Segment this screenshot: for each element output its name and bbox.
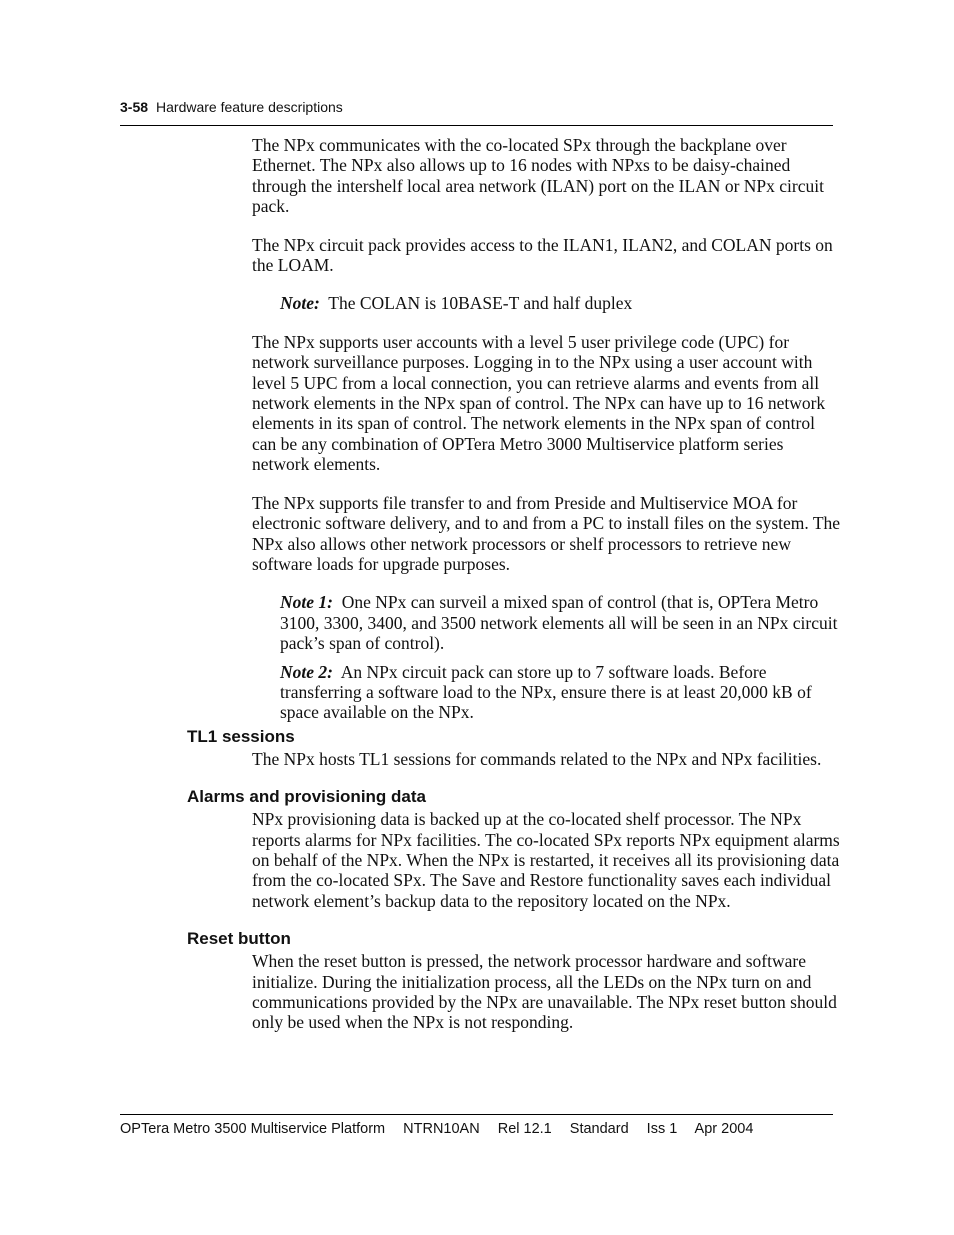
paragraph: The NPx communicates with the co-located SPx through the backplane over Ethernet. The NPx also allows up to 16 nodes with NPxs to be daisy-chained through the intershelf local area network (ILAN) port on the ILAN or NPx circuit pack. [252,135,824,217]
section-heading: Reset button [187,929,291,949]
page-number: 3-58 [120,99,149,115]
note-label: Note: [280,293,320,314]
document-body [187,135,842,1051]
note [280,293,842,313]
paragraph: The NPx supports file transfer to and from Preside and Multiservice MOA for electronic software delivery, and to and from a PC to install files on the system. The NPx also allows other network processors or shelf processors to retrieve new software loads for upgrade purposes. [252,492,841,574]
note [280,662,842,723]
footer-doc-id: NTRN10AN [403,1121,480,1137]
note-label: Note 1: [280,592,333,613]
note-text: The COLAN is 10BASE-T and half duplex [328,293,633,314]
footer-date: Apr 2004 [694,1121,754,1137]
section-heading: TL1 sessions [187,726,295,746]
footer-product: OPTera Metro 3500 Multiservice Platform [120,1121,386,1137]
page-footer [120,1114,833,1137]
paragraph: NPx provisioning data is backed up at the co-located shelf processor. The NPx reports alarms for NPx facilities. The co-located SPx reports NPx equipment alarms on behalf of the NPx. When the NPx is restarted, it receives all its provisioning data from the co-located SPx. The Save and Restore functionality saves each individual network element’s backup data to the repository located on the NPx. [252,809,840,911]
footer-issue: Iss 1 [646,1121,678,1137]
footer-release: Rel 12.1 [497,1121,552,1137]
footer-status: Standard [569,1121,629,1137]
note-text: An NPx circuit pack can store up to 7 software loads. Before transferring a software load to the NPx, ensure there is at least 20,000 kB of space available on the NPx. [280,661,812,723]
note [280,592,842,653]
paragraph: When the reset button is pressed, the network processor hardware and software initialize. During the initialization process, all the LEDs on the NPx turn on and communications provided by the NPx are unavailable. The NPx reset button should only be used when the NPx is not responding. [252,951,837,1033]
page-header [120,99,833,126]
note-label: Note 2: [280,661,333,682]
paragraph: The NPx circuit pack provides access to the ILAN1, ILAN2, and COLAN ports on the LOAM. [252,234,833,276]
section-heading: Alarms and provisioning data [187,787,426,807]
note-text: One NPx can surveil a mixed span of control (that is, OPTera Metro 3100, 3300, 3400, and 3500 network elements all will be seen in an NPx circuit pack’s span of control). [280,592,838,654]
paragraph: The NPx supports user accounts with a level 5 user privilege code (UPC) for network surveillance purposes. Logging in to the NPx using a user account with level 5 UPC from a local connection, you can retrieve alarms and events from all network elements in the NPx span of control. The NPx can have up to 16 network elements in its span of control. The network elements in the NPx span of control can be any combination of OPTera Metro 3000 Multiservice platform series network elements. [252,331,826,475]
paragraph: The NPx hosts TL1 sessions for commands related to the NPx and NPx facilities. [252,748,822,769]
section-title: Hardware feature descriptions [156,99,343,115]
